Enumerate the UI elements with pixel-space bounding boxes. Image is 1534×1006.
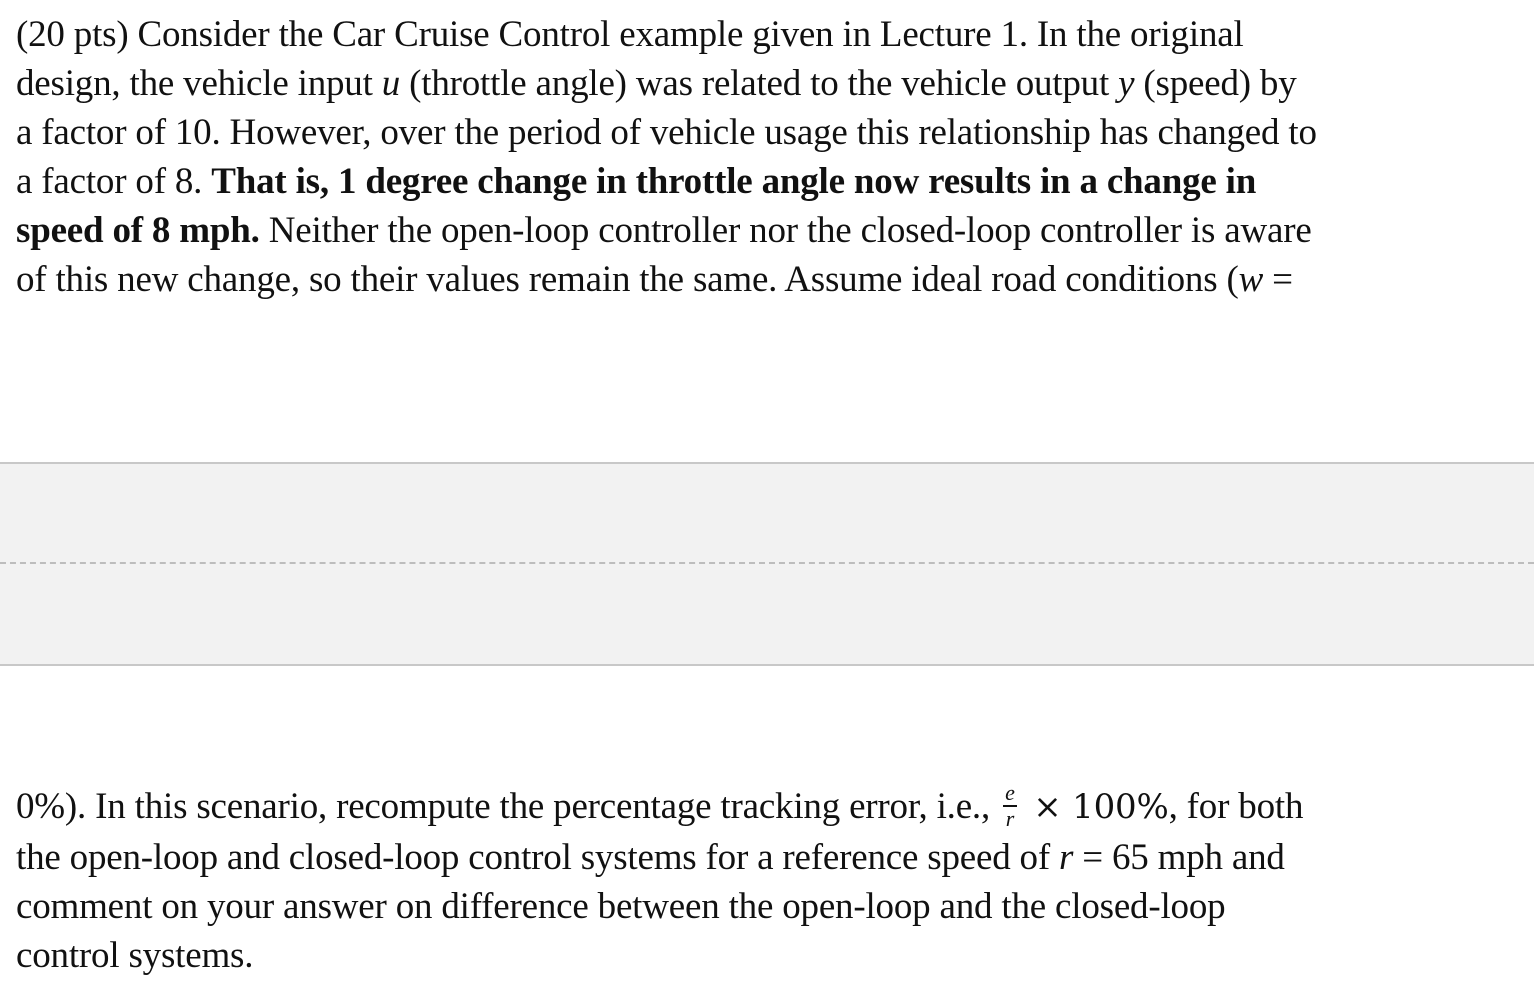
page-break-band-top [0,462,1534,564]
problem-text-top [16,10,1524,304]
error-fraction [1003,779,1017,831]
problem-line-3: a factor of 10. However, over the period of vehicle usage this relationship has changed to [16,112,1317,153]
variable-u: u [381,63,401,104]
problem-line-8: the open-loop and closed-loop control systems for a reference speed of r = 65 mph and [16,836,1285,878]
problem-line-10: control systems. [16,934,254,976]
problem-line-9: comment on your answer on difference between the open-loop and the closed-loop [16,885,1226,927]
times-100-percent: × 100% [1022,787,1169,827]
problem-line-4: a factor of 8. That is, 1 degree change in throttle angle now results in a change in [16,161,1257,202]
problem-line-2: design, the vehicle input u (throttle angle) was related to the vehicle output y (speed) by [16,63,1297,104]
fraction-numerator: e [1005,779,1015,805]
problem-text-bottom [16,779,1524,980]
reference-speed-value: = 65 [1073,836,1149,878]
problem-line-1: (20 pts) Consider the Car Cruise Control example given in Lecture 1. In the original [16,14,1244,55]
page-break-band-bottom [0,564,1534,666]
variable-y: y [1118,63,1135,104]
emphasis-text-cont: speed of 8 mph. [16,210,260,251]
variable-r: r [1059,836,1074,878]
fraction-denominator: r [1005,805,1015,831]
problem-line-6: of this new change, so their values remain the same. Assume ideal road conditions (w = [16,259,1293,300]
emphasis-text: That is, 1 degree change in throttle angle now results in a change in [211,161,1257,202]
problem-line-5: speed of 8 mph. Neither the open-loop controller nor the closed-loop controller is aware [16,210,1312,251]
variable-w: w [1238,259,1264,300]
problem-line-7: 0%). In this scenario, recompute the percentage tracking error, i.e., $\frac{e}{r}$ × 100%, for both [16,779,1304,831]
